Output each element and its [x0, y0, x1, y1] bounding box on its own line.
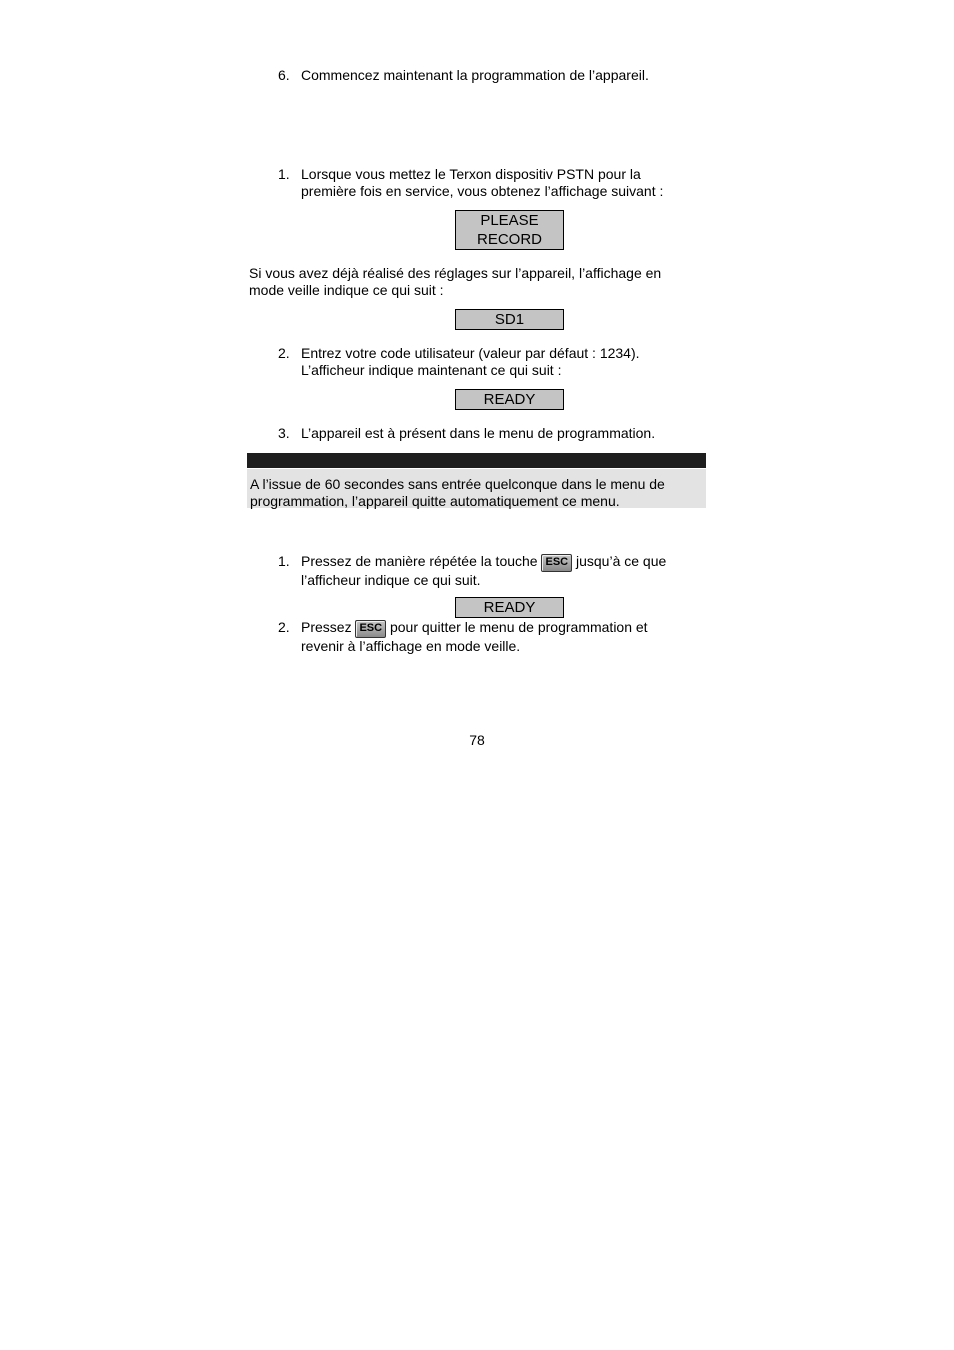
lcd-line-1: PLEASE: [480, 212, 539, 229]
step-number: 2.: [278, 345, 290, 361]
step-text: L’appareil est à présent dans le menu de programmation.: [301, 425, 656, 441]
standby-paragraph: Si vous avez déjà réalisé des réglages sur l’appareil, l’affichage en mode veille indique ce qui suit :: [249, 265, 662, 298]
esc-key-icon: ESC: [355, 620, 386, 638]
step-text: [301, 553, 701, 589]
step-text-before: Pressez: [301, 619, 352, 635]
step-number: 6.: [278, 67, 290, 83]
lcd-display-ready-2: READY: [455, 597, 564, 618]
lcd-display-sd1: SD1: [455, 309, 564, 330]
note-text: A l’issue de 60 secondes sans entrée quelconque dans le menu de programmation, l’appareil quitte automatiquement ce menu.: [250, 476, 665, 509]
step-number: 3.: [278, 425, 290, 441]
step-text: Entrez votre code utilisateur (valeur par défaut : 1234). L’afficheur indique maintenant ce qui suit :: [301, 345, 640, 378]
page-number: 78: [469, 732, 485, 748]
step-text-after: pour quitter le menu de programmation et revenir à l’affichage en mode veille.: [301, 619, 648, 654]
step-number: 1.: [278, 553, 290, 569]
step-text: Commencez maintenant la programmation de l’appareil.: [301, 67, 649, 83]
note-box: [247, 469, 706, 508]
step-text: [301, 619, 671, 655]
lcd-display-ready: READY: [455, 389, 564, 410]
note-header-bar: [247, 453, 706, 468]
step-number: 1.: [278, 166, 290, 182]
step-text-after: jusqu’à ce que l’afficheur indique ce qui suit.: [301, 553, 667, 588]
lcd-line-2: RECORD: [476, 231, 542, 248]
esc-key-icon: ESC: [541, 554, 572, 572]
step-number: 2.: [278, 619, 290, 635]
step-text: Lorsque vous mettez le Terxon dispositiv PSTN pour la première fois en service, vous obtenez l’affichage suivant :: [301, 166, 664, 199]
step-text-before: Pressez de manière répétée la touche: [301, 553, 538, 569]
lcd-display-please-record: [455, 210, 564, 250]
